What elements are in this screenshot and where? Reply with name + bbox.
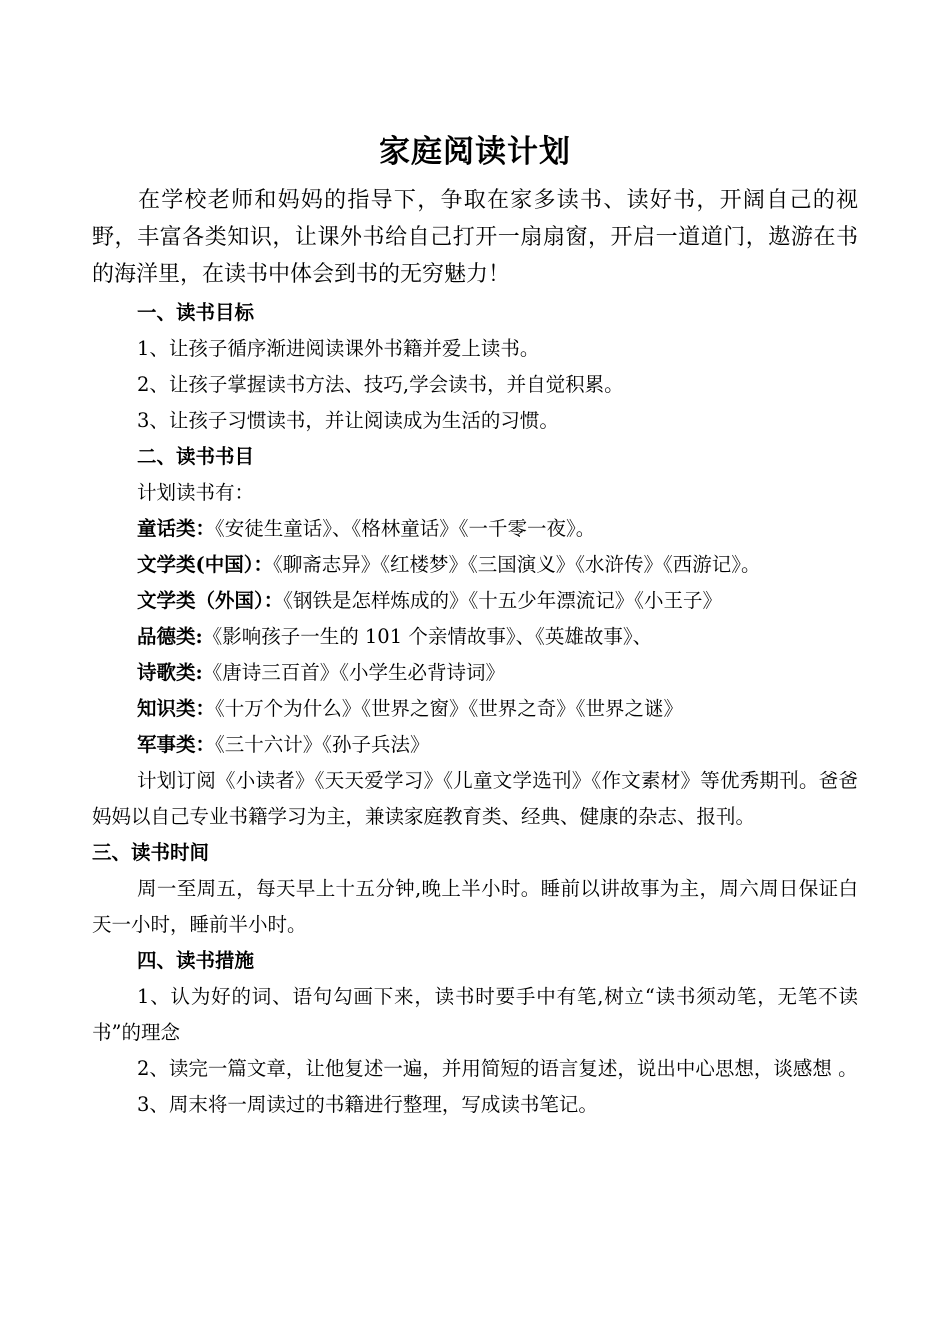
section-heading-booklist: 二、读书书目 [137, 445, 255, 468]
subscription-paragraph: 计划订阅《小读者》《天天爱学习》《儿童文学选刊》《作文素材》等优秀期刊。爸爸妈妈以自己专业书籍学习为主，兼读家庭教育类、经典、健康的杂志、报刊。 [92, 769, 858, 828]
category-books: 《三十六计》《孙子兵法》 [215, 733, 430, 756]
goal-item: 1、让孩子循序渐进阅读课外书籍并爱上读书。 [137, 337, 540, 360]
category-label: 文学类（外国）： [137, 589, 284, 612]
goal-item: 2、让孩子掌握读书方法、技巧,学会读书，并自觉积累。 [137, 373, 624, 396]
category-fairy-tales [92, 511, 858, 547]
category-morality [92, 619, 858, 655]
intro-paragraph: 在学校老师和妈妈的指导下，争取在家多读书、读好书，开阔自己的视野，丰富各类知识，让课外书给自己打开一扇扇窗，开启一道道门，遨游在书的海洋里，在读书中体会到书的无穷魅力！ [92, 188, 858, 287]
category-label: 诗歌类: [137, 661, 203, 684]
category-label: 军事类： [137, 733, 216, 756]
category-poetry [92, 655, 858, 691]
reading-time-paragraph: 周一至周五，每天早上十五分钟,晚上半小时。睡前以讲故事为主，周六周日保证白天一小时，睡前半小时。 [92, 877, 858, 936]
category-foreign-literature [92, 583, 858, 619]
section-heading-time: 三、读书时间 [92, 841, 210, 864]
category-military [92, 727, 858, 763]
goal-item: 3、让孩子习惯读书，并让阅读成为生活的习惯。 [137, 409, 559, 432]
category-label: 知识类： [137, 697, 216, 720]
booklist-lead: 计划读书有： [137, 481, 255, 504]
category-books: 《安徒生童话》、《格林童话》《一千零一夜》。 [215, 517, 596, 540]
section-heading-measures: 四、读书措施 [137, 949, 255, 972]
measure-item: 3、周末将一周读过的书籍进行整理，写成读书笔记。 [137, 1093, 598, 1116]
category-books: 《影响孩子一生的 101 个亲情故事》、《英雄故事》、 [202, 625, 653, 648]
page-title: 家庭阅读计划 [379, 134, 571, 170]
category-books: 《十万个为什么》《世界之窗》《世界之奇》《世界之谜》 [215, 697, 684, 720]
category-label: 童话类： [137, 517, 216, 540]
category-books: 《唐诗三百首》《小学生必背诗词》 [202, 661, 505, 684]
category-chinese-literature [92, 547, 858, 583]
category-label: 文学类(中国）： [137, 553, 273, 576]
measure-item: 2、读完一篇文章，让他复述一遍，并用简短的语言复述，说出中心思想，谈感想 。 [137, 1057, 858, 1080]
category-books: 《聊斋志异》《红楼梦》《三国演义》《水浒传》《西游记》。 [272, 553, 761, 576]
section-heading-goals: 一、读书目标 [137, 301, 255, 324]
category-books: 《钢铁是怎样炼成的》《十五少年漂流记》《小王子》 [283, 589, 723, 612]
measure-item: 1、认为好的词、语句勾画下来，读书时要手中有笔,树立“读书须动笔，无笔不读书”的理念 [92, 985, 858, 1044]
category-knowledge [92, 691, 858, 727]
category-label: 品德类: [137, 625, 203, 648]
